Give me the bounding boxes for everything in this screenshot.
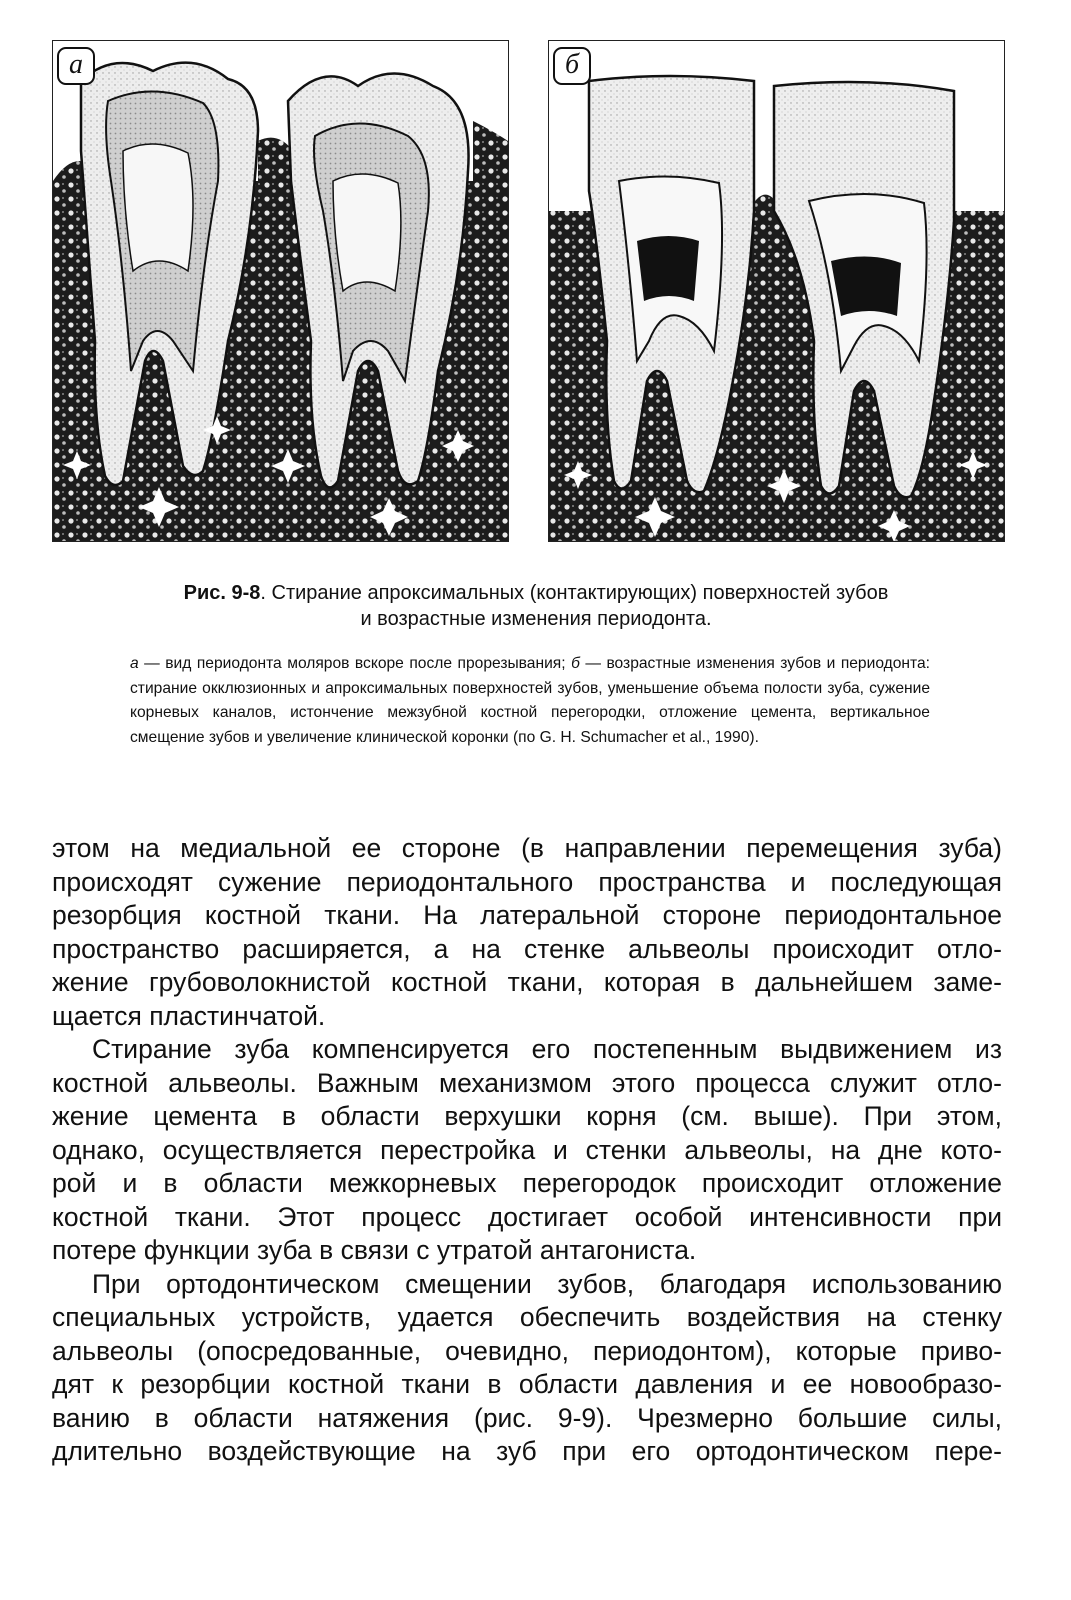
paragraph-line: потере функции зуба в связи с утратой антагониста.	[52, 1235, 697, 1265]
paragraph-line: альвеолы (опосредованные, очевидно, периодонтом), которые приво-	[52, 1335, 1002, 1366]
paragraph-line: Стирание зуба компенсируется его постепенным выдвижением из	[92, 1034, 1002, 1064]
paragraph-1	[52, 832, 1002, 1033]
paragraph-3	[52, 1268, 1002, 1469]
paragraph-line: дят к резорбции костной ткани в области давления и ее новообразо-	[52, 1369, 1002, 1399]
legend-mark-b: б	[571, 655, 580, 672]
caption-line-1	[110, 580, 962, 606]
paragraph-line: резорбция костной ткани. На латеральной стороне периодонтальное	[52, 900, 1002, 930]
paragraph-line: жение цемента в области верхушки корня (см. выше). При этом,	[52, 1101, 1002, 1131]
panel-label-b: б	[553, 47, 591, 85]
paragraph-line: ванию в области натяжения (рис. 9-9). Чрезмерно большие силы,	[52, 1402, 1002, 1433]
panel-b-illustration	[548, 40, 1005, 542]
paragraph-line: жение грубоволокнистой костной ткани, которая в дальнейшем заме-	[52, 967, 1002, 997]
paragraph-line: рой и в области межкорневых перегородок происходит отложение	[52, 1168, 1002, 1198]
paragraph-line: пространство расширяется, а на стенке альвеолы происходит отло-	[52, 933, 1002, 964]
paragraph-line: этом на медиальной ее стороне (в направлении перемещения зуба)	[52, 833, 1002, 863]
teeth-periodontium-aged-illustration	[549, 41, 1004, 541]
legend-text-a: — вид периодонта моляров вскоре после прорезывания;	[138, 655, 572, 672]
paragraph-line: длительно воздействующие на зуб при его ортодонтическом пере-	[52, 1436, 1002, 1466]
paragraph-line: происходят сужение периодонтального пространства и последующая	[52, 866, 1002, 897]
paragraph-line: однако, осуществляется перестройка и стенки альвеолы, на дне кото-	[52, 1134, 1002, 1165]
figure-9-8	[52, 40, 1002, 540]
paragraph-line: При ортодонтическом смещении зубов, благодаря использованию	[92, 1268, 1002, 1299]
figure-legend	[130, 652, 930, 750]
panel-a-illustration	[52, 40, 509, 542]
caption-title-part-1: . Стирание апроксимальных (контактирующих) поверхностей зубов	[260, 582, 889, 604]
paragraph-line: щается пластинчатой.	[52, 1000, 326, 1031]
paragraph-line: костной ткани. Этот процесс достигает особой интенсивности при	[52, 1201, 1002, 1232]
caption-figure-number: Рис. 9-8	[183, 582, 261, 604]
paragraph-line: специальных устройств, удается обеспечить воздействия на стенку	[52, 1302, 1002, 1332]
body-text	[52, 832, 1002, 1469]
figure-caption	[110, 580, 962, 632]
teeth-periodontium-young-illustration	[53, 41, 508, 541]
paragraph-line: костной альвеолы. Важным механизмом этого процесса служит отло-	[52, 1067, 1002, 1098]
caption-line-2: и возрастные изменения периодонта.	[360, 608, 712, 630]
panel-label-a: а	[57, 47, 95, 85]
paragraph-2	[52, 1033, 1002, 1268]
legend-text-b: — возрастные изменения зубов и периодонта: стирание окклюзионных и апроксимальных поверхностей зубов, уменьшение объема полости зуба, сужение корневых каналов, истончение межзубной костной перегородки, отложение цемента, вертикальное смещение зубов и увеличение клинической коронки (по G. H. Schumacher et al., 1990).	[130, 655, 931, 746]
legend-mark-a: а	[130, 655, 139, 672]
